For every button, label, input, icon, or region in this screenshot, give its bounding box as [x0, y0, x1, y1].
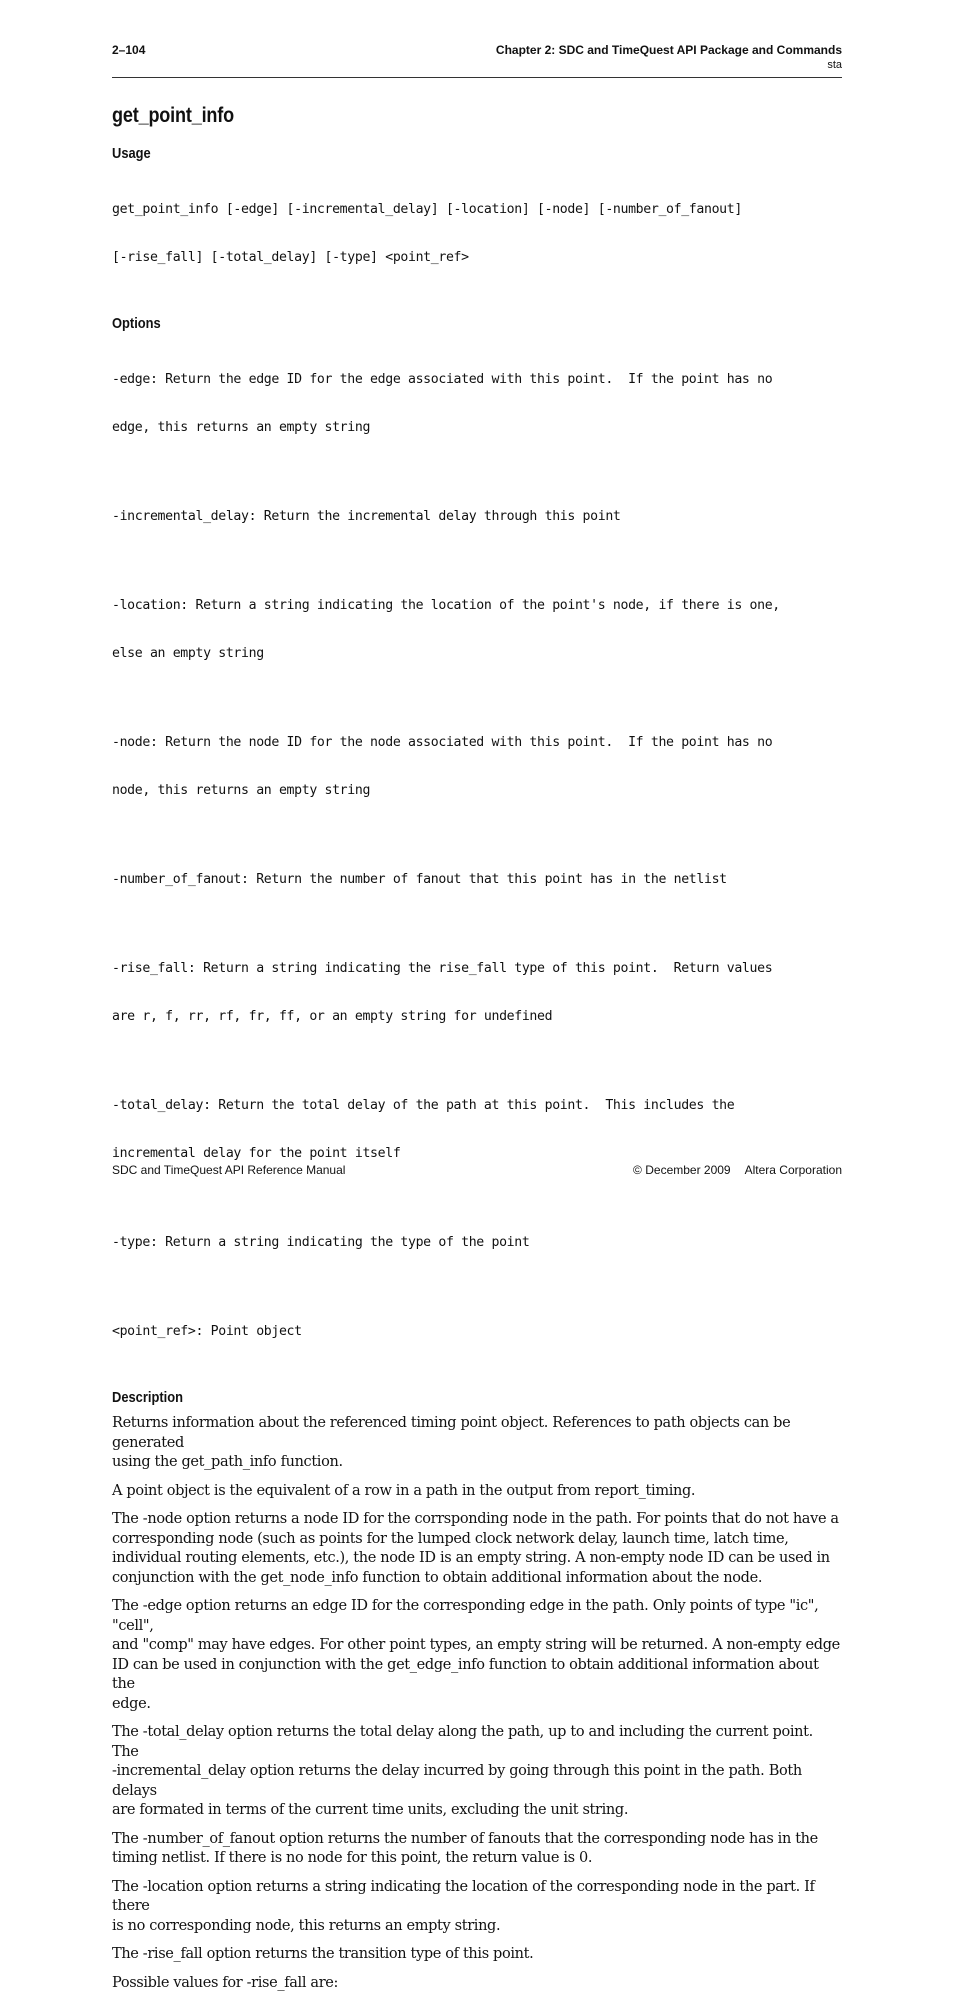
description-paragraph: [112, 1510, 842, 1588]
paragraph-line: A point object is the equivalent of a row in a path in the output from report_timing.: [112, 1482, 696, 1499]
option-item-point-ref: [112, 1292, 842, 1372]
paragraph-line: The -total_delay option returns the total delay along the path, up to and including the current point. The: [112, 1724, 813, 1760]
description-paragraph: [112, 1414, 842, 1473]
option-line: else an empty string: [112, 646, 264, 661]
description-body: [112, 1414, 842, 1993]
usage-line: get_point_info [-edge] [-incremental_delay] [-location] [-node] [-number_of_fanout]: [112, 202, 742, 217]
option-line: -number_of_fanout: Return the number of fanout that this point has in the netlist: [112, 872, 727, 887]
option-item-edge: [112, 340, 842, 468]
option-line: incremental delay for the point itself: [112, 1146, 401, 1161]
option-item-type: [112, 1203, 842, 1283]
description-paragraph: [112, 1878, 842, 1937]
usage-heading: Usage: [112, 145, 151, 162]
paragraph-line: ID can be used in conjunction with the get_edge_info function to obtain additional information about the: [112, 1656, 819, 1692]
options-list: [112, 340, 842, 1372]
option-line: -rise_fall: Return a string indicating the rise_fall type of this point. Return values: [112, 961, 773, 976]
paragraph-line: conjunction with the get_node_info function to obtain additional information about the node.: [112, 1569, 763, 1586]
option-item-rise-fall: [112, 929, 842, 1057]
description-paragraph: [112, 1830, 842, 1869]
option-line: -location: Return a string indicating the location of the point's node, if there is one,: [112, 598, 780, 613]
paragraph-line: The -number_of_fanout option returns the number of fanouts that the corresponding node has in the: [112, 1830, 818, 1847]
paragraph-line: are formated in terms of the current time units, excluding the unit string.: [112, 1802, 629, 1818]
footer-copyright: [633, 1163, 842, 1177]
paragraph-line: The -node option returns a node ID for the corrsponding node in the path. For points that do not have a: [112, 1511, 839, 1527]
paragraph-line: timing netlist. If there is no node for this point, the return value is 0.: [112, 1850, 593, 1866]
option-line: -edge: Return the edge ID for the edge associated with this point. If the point has no: [112, 372, 773, 387]
paragraph-line: is no corresponding node, this returns an empty string.: [112, 1917, 501, 1934]
option-item-node: [112, 703, 842, 831]
paragraph-line: The -rise_fall option returns the transition type of this point.: [112, 1946, 534, 1962]
paragraph-line: The -location option returns a string indicating the location of the corresponding node in the part. If there: [112, 1878, 815, 1914]
option-line: -node: Return the node ID for the node associated with this point. If the point has no: [112, 735, 773, 750]
paragraph-line: using the get_path_info function.: [112, 1454, 343, 1470]
paragraph-line: individual routing elements, etc.), the node ID is an empty string. A non-empty node ID can be used in: [112, 1550, 830, 1566]
description-paragraph: [112, 1945, 842, 1965]
paragraph-line: The -edge option returns an edge ID for the corresponding edge in the path. Only points of type "ic", "cell",: [112, 1598, 819, 1634]
option-line: <point_ref>: Point object: [112, 1324, 302, 1339]
description-heading: Description: [112, 1389, 183, 1406]
usage-line: [-rise_fall] [-total_delay] [-type] <point_ref>: [112, 250, 469, 265]
header-rule: [112, 77, 842, 78]
option-item-number-of-fanout: [112, 840, 842, 920]
option-line: -type: Return a string indicating the type of the point: [112, 1235, 530, 1250]
option-line: node, this returns an empty string: [112, 783, 371, 798]
description-paragraph: [112, 1723, 842, 1821]
option-line: edge, this returns an empty string: [112, 420, 371, 435]
paragraph-line: -incremental_delay option returns the delay incurred by going through this point in the path. Both delays: [112, 1763, 802, 1799]
description-paragraph: [112, 1482, 842, 1502]
footer-date: © December 2009: [633, 1163, 731, 1177]
page-number: 2–104: [112, 43, 146, 57]
running-header-chapter: Chapter 2: SDC and TimeQuest API Package and Commands: [495, 43, 842, 57]
command-title: get_point_info: [112, 104, 234, 127]
main-content: [112, 104, 842, 2002]
paragraph-line: and "comp" may have edges. For other point types, an empty string will be returned. A non-empty edge: [112, 1637, 840, 1653]
description-paragraph: [112, 1597, 842, 1714]
option-line: -total_delay: Return the total delay of the path at this point. This includes the: [112, 1098, 735, 1113]
usage-syntax: [112, 170, 842, 298]
paragraph-line: corresponding node (such as points for the lumped clock network delay, launch time, latch time,: [112, 1530, 789, 1547]
option-line: are r, f, rr, rf, fr, ff, or an empty string for undefined: [112, 1009, 553, 1024]
options-heading: Options: [112, 315, 161, 332]
option-item-location: [112, 566, 842, 694]
paragraph-line: Possible values for -rise_fall are:: [112, 1974, 339, 1991]
paragraph-line: edge.: [112, 1695, 151, 1712]
description-paragraph: [112, 1974, 842, 1994]
footer-company: Altera Corporation: [744, 1163, 842, 1177]
running-header-section: sta: [827, 59, 842, 71]
footer-manual-title: SDC and TimeQuest API Reference Manual: [112, 1163, 346, 1177]
option-item-incremental-delay: [112, 477, 842, 557]
paragraph-line: Returns information about the referenced timing point object. References to path objects can be generated: [112, 1415, 791, 1451]
option-line: -incremental_delay: Return the incremental delay through this point: [112, 509, 621, 524]
